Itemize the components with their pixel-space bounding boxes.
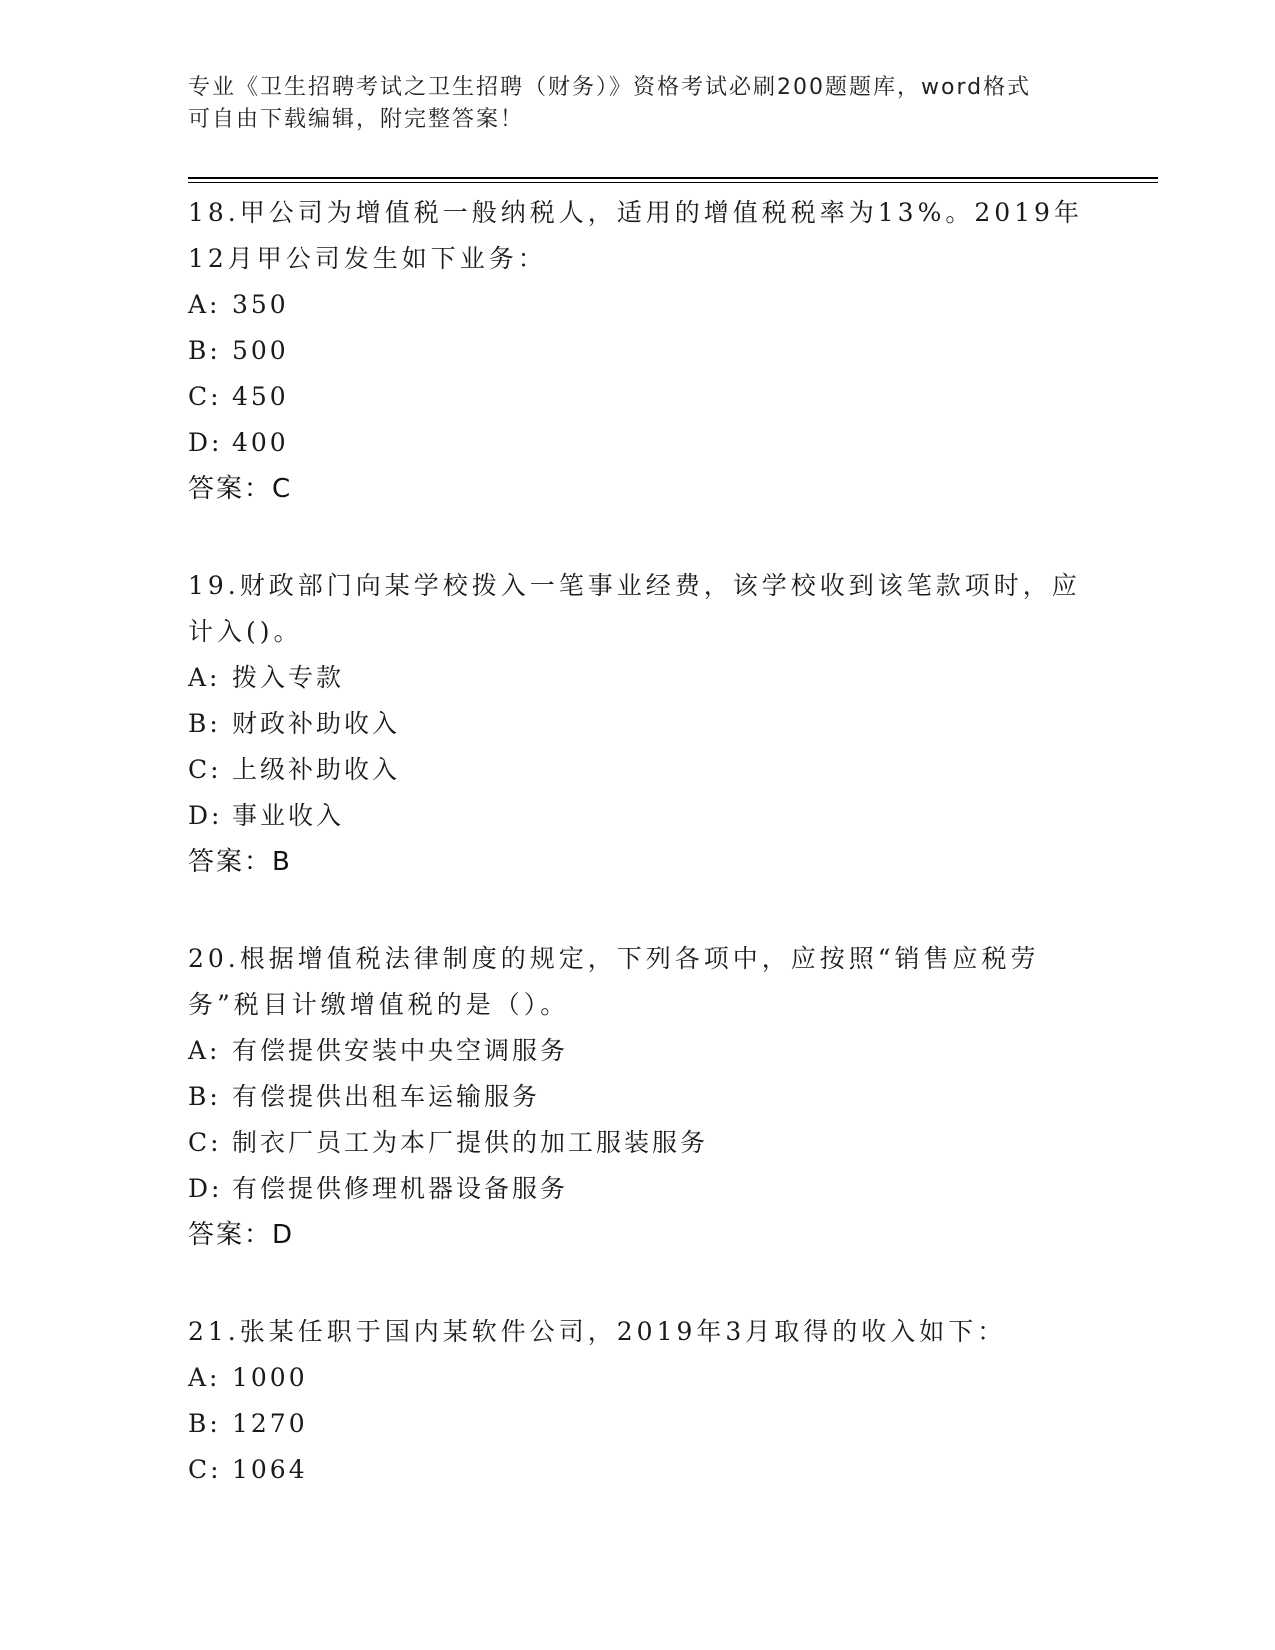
answer-line: 答案：D <box>188 1220 295 1250</box>
option-letter: C: <box>188 1128 222 1157</box>
option-letter: B: <box>188 336 221 365</box>
option-letter: A: <box>188 1036 221 1065</box>
option-text: 有偿提供修理机器设备服务 <box>232 1174 569 1203</box>
option-c <box>188 374 1088 420</box>
option-text: 有偿提供安装中央空调服务 <box>232 1036 569 1065</box>
option-text: 400 <box>232 428 289 457</box>
option-a <box>188 282 1088 328</box>
option-text: 450 <box>232 382 289 411</box>
option-b <box>188 328 1088 374</box>
header-divider-thick <box>188 177 1158 179</box>
option-c <box>188 1120 1088 1166</box>
option-letter: A: <box>188 290 221 319</box>
option-letter: B: <box>188 1409 221 1438</box>
option-letter: C: <box>188 1455 222 1484</box>
option-letter: B: <box>188 1082 221 1111</box>
question-20 <box>188 936 1088 1258</box>
option-c <box>188 747 1088 793</box>
option-b <box>188 701 1088 747</box>
option-text: 上级补助收入 <box>232 755 401 784</box>
answer-line: 答案：C <box>188 474 293 504</box>
question-stem: 21.张某任职于国内某软件公司，2019年3月取得的收入如下： <box>188 1317 1007 1346</box>
option-text: 1270 <box>232 1409 308 1438</box>
header-line-1: 专业《卫生招聘考试之卫生招聘（财务）》资格考试必刷200题题库，word格式 <box>188 75 1032 100</box>
option-letter: D: <box>188 1174 223 1203</box>
answer-line: 答案：B <box>188 847 292 877</box>
option-letter: A: <box>188 663 221 692</box>
option-b <box>188 1074 1088 1120</box>
question-stem: 19.财政部门向某学校拨入一笔事业经费，该学校收到该笔款项时，应计入()。 <box>188 571 1081 646</box>
option-text: 500 <box>232 336 289 365</box>
option-text: 拨入专款 <box>232 663 345 692</box>
option-letter: C: <box>188 382 222 411</box>
option-b <box>188 1401 1088 1447</box>
question-list <box>188 190 1088 1544</box>
header-line-2: 可自由下载编辑，附完整答案！ <box>188 107 525 132</box>
option-d <box>188 420 1088 466</box>
option-c <box>188 1447 1088 1493</box>
option-a <box>188 655 1088 701</box>
option-d <box>188 793 1088 839</box>
document-header <box>188 72 1068 136</box>
option-letter: C: <box>188 755 222 784</box>
option-text: 1064 <box>232 1455 308 1484</box>
option-letter: D: <box>188 801 223 830</box>
option-text: 事业收入 <box>232 801 345 830</box>
option-d <box>188 1166 1088 1212</box>
option-a <box>188 1028 1088 1074</box>
question-stem: 20.根据增值税法律制度的规定，下列各项中，应按照“销售应税劳务”税目计缴增值税的是（）。 <box>188 944 1040 1019</box>
header-divider-thin <box>188 182 1158 183</box>
option-text: 350 <box>232 290 289 319</box>
option-text: 1000 <box>232 1363 308 1392</box>
question-stem: 18.甲公司为增值税一般纳税人，适用的增值税税率为13%。2019年12月甲公司发生如下业务： <box>188 198 1083 273</box>
option-text: 财政补助收入 <box>232 709 401 738</box>
option-text: 有偿提供出租车运输服务 <box>232 1082 541 1111</box>
option-letter: A: <box>188 1363 221 1392</box>
question-19 <box>188 563 1088 885</box>
option-a <box>188 1355 1088 1401</box>
question-18 <box>188 190 1088 512</box>
option-letter: B: <box>188 709 221 738</box>
option-text: 制衣厂员工为本厂提供的加工服装服务 <box>232 1128 709 1157</box>
question-21 <box>188 1309 1088 1493</box>
option-letter: D: <box>188 428 223 457</box>
